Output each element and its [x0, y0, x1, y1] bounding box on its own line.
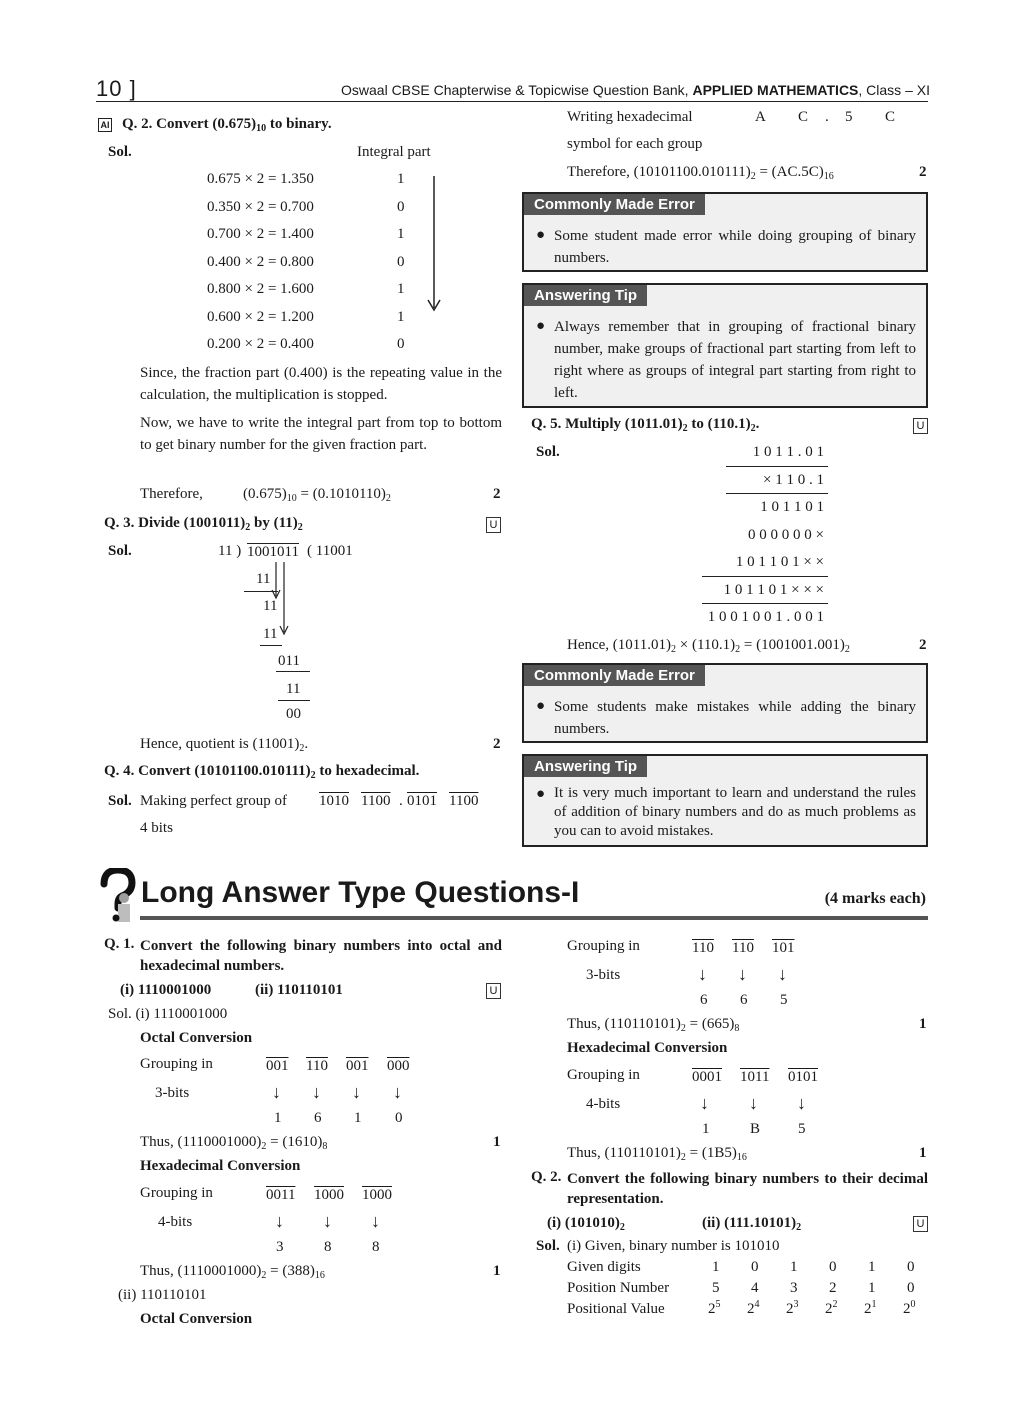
position-cell: 2 [829, 1280, 837, 1296]
oct-digit: 1 [274, 1110, 282, 1126]
box-text: Always remember that in grouping of fractional binary number, make groups of fractional part starting from left to right where as groups of integral part starting from right to left. [554, 319, 916, 401]
q3-step: 11 [263, 598, 278, 614]
digit-cell: 0 [907, 1259, 915, 1275]
q4-sol-label: Sol. [108, 793, 132, 809]
lq1-hex-head: Hexadecimal Conversion [140, 1158, 301, 1174]
lq1-sol-text: Sol. (i) 1110001000 [108, 1006, 228, 1022]
q2-bit: 0 [397, 199, 405, 215]
down-arrow-icon: ↓ [312, 1082, 321, 1102]
oct-thus-text: Thus, (1110001000) [140, 1134, 262, 1150]
q5-rule [726, 466, 828, 467]
hex-thus [140, 1263, 325, 1280]
down-arrow-icon: ↓ [275, 1211, 284, 1231]
q5-hence-sub1: 2 [671, 644, 676, 655]
power-cell [903, 1301, 916, 1318]
hex2-thus-sub: 2 [680, 1152, 686, 1163]
lq1-marks: 1 [493, 1134, 501, 1150]
q5-hence-sub3: 2 [844, 644, 850, 655]
understanding-mark-icon: U [486, 983, 501, 999]
q3-divisor: 11 ) [218, 543, 242, 559]
q3-step-rule [276, 671, 310, 672]
q3-step-rule [260, 645, 282, 646]
bits-label: 3-bits [155, 1085, 190, 1101]
q4-symbol: symbol for each group [567, 136, 703, 152]
hex2-digit: 5 [798, 1121, 806, 1137]
down-arrow-icon: ↓ [778, 964, 787, 984]
header-class: , Class – XI [858, 82, 930, 98]
power-base: 2 [786, 1301, 794, 1317]
q2-result-a-sub: 10 [286, 493, 297, 504]
q3-sol-label: Sol. [108, 543, 132, 559]
q2-bit: 1 [397, 171, 405, 187]
bullet-icon: ● [536, 227, 546, 243]
q4-hex: A [755, 109, 766, 125]
bits-label: 3-bits [586, 967, 621, 983]
q4-therefore-text: Therefore, (10101100.010111) [567, 164, 751, 180]
q5-marks: 2 [919, 637, 927, 653]
power-exp: 2 [832, 1299, 838, 1310]
q3-dividend: 1001011 [247, 544, 299, 560]
hex-group: 1000 [362, 1187, 392, 1203]
digit-cell: 0 [751, 1259, 759, 1275]
q5-line: × 1 1 0 . 1 [763, 472, 824, 488]
q5-title-end: . [755, 416, 760, 432]
power-cell [864, 1301, 877, 1318]
row-label: Positional Value [567, 1301, 665, 1317]
q5-hence-text: Hence, (1011.01) [567, 637, 671, 653]
hex2-digit: 1 [702, 1121, 710, 1137]
q2-calc: 0.700 × 2 = 1.400 [207, 226, 314, 242]
answering-tip-box [522, 754, 928, 847]
page-number: 10 ] [96, 76, 137, 101]
down-arrow-icon: ↓ [352, 1082, 361, 1102]
digit-cell: 1 [790, 1259, 798, 1275]
section-rule [140, 916, 928, 920]
hex-digit: 3 [276, 1239, 284, 1255]
q3-step: 011 [278, 653, 300, 669]
q4-group: 0101 [407, 793, 437, 809]
power-cell [747, 1301, 760, 1318]
q5-rule [702, 603, 828, 604]
power-exp: 5 [715, 1299, 721, 1310]
hex-thus-text: Thus, (1110001000) [140, 1263, 262, 1279]
q5-line: 1 0 0 1 0 0 1 . 0 0 1 [707, 609, 824, 625]
q3-marks: 2 [493, 736, 501, 752]
hex2-thus [567, 1145, 747, 1162]
q5-line: 1 0 1 1 . 0 1 [752, 444, 824, 460]
down-arrow-icon: ↓ [797, 1093, 806, 1113]
lq1-octal-head: Octal Conversion [140, 1030, 253, 1046]
box-tag: Commonly Made Error [524, 194, 705, 215]
q3-title-sub2: 2 [297, 522, 303, 533]
oct-group: 110 [306, 1058, 328, 1074]
lq2-part-ii-text: (ii) (111.10101) [702, 1215, 797, 1231]
oct-digit: 1 [354, 1110, 362, 1126]
q4-group: . [399, 793, 403, 809]
q4-making: Making perfect group of [140, 793, 288, 809]
oct-thus-sub: 2 [261, 1141, 267, 1152]
down-arrow-icon: ↓ [749, 1093, 758, 1113]
hex2-thus-text: Thus, (110110101) [567, 1145, 681, 1161]
q2-bit: 0 [397, 254, 405, 270]
q5-sol-label: Sol. [536, 444, 560, 460]
q2-title-sub: 10 [256, 123, 267, 134]
oct2-thus-sub2: 8 [734, 1023, 740, 1034]
bullet-icon: ● [536, 698, 546, 714]
oct-group: 000 [387, 1058, 410, 1074]
q2-result-a: (0.675) [243, 486, 287, 502]
power-exp: 3 [793, 1299, 799, 1310]
lq2-sol-label: Sol. [536, 1238, 560, 1254]
running-header [341, 82, 930, 98]
down-arrow-icon: ↓ [323, 1211, 332, 1231]
q2-calc: 0.600 × 2 = 1.200 [207, 309, 314, 325]
lq1-text: Convert the following binary numbers into octal and hexadecimal numbers. [140, 938, 502, 974]
q2-result-b-sub: 2 [385, 493, 391, 504]
grouping-label: Grouping in [567, 1067, 640, 1083]
q2-bit: 1 [397, 226, 405, 242]
q5-line: 1 0 1 1 0 1 [760, 499, 824, 515]
position-cell: 5 [712, 1280, 720, 1296]
box-tag: Answering Tip [524, 756, 647, 777]
down-arrow-icon: ↓ [393, 1082, 402, 1102]
q2-therefore: Therefore, [140, 486, 203, 502]
power-base: 2 [864, 1301, 872, 1317]
hex-group: 0011 [266, 1187, 296, 1203]
hex2-thus-sub2: 16 [736, 1152, 747, 1163]
commonly-made-error-box [522, 663, 928, 743]
grouping-label: Grouping in [140, 1056, 213, 1072]
lq1-part-ii: (ii) 110110101 [255, 982, 343, 998]
lq1-marks: 1 [919, 1145, 927, 1161]
q2-calc: 0.800 × 2 = 1.600 [207, 281, 314, 297]
hex2-thus-mid: = (1B5) [685, 1145, 737, 1161]
oct2-digit: 5 [780, 992, 788, 1008]
oct2-group: 110 [732, 940, 754, 956]
q5-rule [726, 493, 828, 494]
lq1-marks: 1 [493, 1263, 501, 1279]
q2-col-head: Integral part [357, 144, 431, 160]
oct2-digit: 6 [740, 992, 748, 1008]
q4-title-text: Q. 4. Convert (10101100.010111) [104, 763, 311, 779]
q5-title-sub1: 2 [682, 423, 688, 434]
section-title: Long Answer Type Questions-I [141, 876, 580, 909]
q3-hence [140, 736, 308, 753]
hex2-group: 1011 [740, 1069, 770, 1085]
q2-bit: 1 [397, 281, 405, 297]
q5-title-sub2: 2 [750, 423, 756, 434]
grouping-label: Grouping in [140, 1185, 213, 1201]
lq2-part-ii-sub: 2 [796, 1222, 802, 1233]
lq2-num: Q. 2. [531, 1169, 562, 1185]
q4-therefore-mid: = (AC.5C) [755, 164, 824, 180]
header-book-prefix: Oswaal CBSE Chapterwise & Topicwise Question Bank, [341, 82, 689, 98]
q3-step: 00 [286, 706, 301, 722]
power-cell [786, 1301, 799, 1318]
bits-label: 4-bits [586, 1096, 621, 1112]
lq1-sol [108, 1006, 227, 1023]
q2-bit: 0 [397, 336, 405, 352]
hex-digit: 8 [324, 1239, 332, 1255]
oct2-thus [567, 1016, 739, 1033]
row-label: Given digits [567, 1259, 641, 1275]
hex2-digit: B [750, 1121, 761, 1137]
q4-writing: Writing hexadecimal [567, 109, 693, 125]
bullet-icon: ● [536, 786, 546, 802]
box-tag: Commonly Made Error [524, 665, 705, 686]
q2-bit: 1 [397, 309, 405, 325]
q4-hex: 5 [845, 109, 853, 125]
hex-thus-mid: = (388) [266, 1263, 315, 1279]
ai-tag-icon: AI [98, 118, 112, 132]
down-arrow-icon: ↓ [371, 1211, 380, 1231]
answering-tip-box [522, 283, 928, 408]
q2-marks: 2 [493, 486, 501, 502]
q5-hence-mid2: = (1001001.001) [740, 637, 845, 653]
q2-title [122, 116, 332, 133]
q4-hex: C [798, 109, 809, 125]
box-tag: Answering Tip [524, 285, 647, 306]
understanding-mark-icon: U [913, 418, 928, 434]
lq2-part-i-sub: 2 [619, 1222, 625, 1233]
hex-digit: 8 [372, 1239, 380, 1255]
q2-result [243, 486, 391, 503]
position-cell: 0 [907, 1280, 915, 1296]
hex-group: 1000 [314, 1187, 344, 1203]
oct-group: 001 [266, 1058, 289, 1074]
q3-hence-text: Hence, quotient is (11001) [140, 736, 300, 752]
position-cell: 3 [790, 1280, 798, 1296]
q5-title [531, 416, 759, 433]
oct2-group: 110 [692, 940, 714, 956]
power-base: 2 [825, 1301, 833, 1317]
lq2-part-i-text: (i) (101010) [547, 1215, 620, 1231]
question-mark-figure-icon [96, 868, 138, 924]
q5-hence [567, 637, 850, 654]
down-arrow-icon: ↓ [700, 1093, 709, 1113]
lq1-marks: 1 [919, 1016, 927, 1032]
oct2-thus-text: Thus, (110110101) [567, 1016, 681, 1032]
q5-hence-sub2: 2 [735, 644, 741, 655]
q4-hex: . [825, 109, 829, 125]
q3-hence-end: . [304, 736, 309, 752]
lq1-num: Q. 1. [104, 936, 135, 952]
q4-hex: C [885, 109, 896, 125]
header-subject: APPLIED MATHEMATICS [692, 82, 859, 98]
q5-line: 1 0 1 1 0 1 × × [735, 554, 824, 570]
power-exp: 4 [754, 1299, 760, 1310]
q4-group: 1100 [361, 793, 391, 809]
position-cell: 1 [868, 1280, 876, 1296]
q4-bits: 4 bits [140, 820, 173, 836]
q3-step-rule [278, 700, 310, 701]
q4-title [104, 763, 419, 780]
q4-therefore-sub2: 16 [823, 171, 834, 182]
header-rule [96, 101, 928, 102]
power-base: 2 [903, 1301, 911, 1317]
q5-title-mid: to (110.1) [687, 416, 751, 432]
oct-thus-sub2: 8 [322, 1141, 328, 1152]
section-marks: (4 marks each) [824, 890, 926, 907]
oct-digit: 0 [395, 1110, 403, 1126]
q3-step: 11 [263, 626, 278, 642]
down-arrow-icon: ↓ [272, 1082, 281, 1102]
q3-title-text: Q. 3. Divide (1001011) [104, 515, 246, 531]
oct-thus [140, 1134, 327, 1151]
commonly-made-error-box [522, 192, 928, 272]
lq1-ii-label: (ii) 110110101 [118, 1287, 207, 1303]
q2-calc: 0.400 × 2 = 0.800 [207, 254, 314, 270]
oct2-thus-sub: 2 [680, 1023, 686, 1034]
q3-hence-sub: 2 [299, 743, 305, 754]
q3-title [104, 515, 303, 532]
position-cell: 4 [751, 1280, 759, 1296]
q2-result-b: = (0.1010110) [296, 486, 386, 502]
digit-cell: 1 [712, 1259, 720, 1275]
q2-title-end: to binary. [266, 116, 332, 132]
bring-down-arrows-icon [268, 560, 292, 640]
q5-line: 1 0 1 1 0 1 × × × [723, 582, 824, 598]
understanding-mark-icon: U [486, 517, 501, 533]
q2-para2: Now, we have to write the integral part from top to bottom to get binary number for the given fraction part. [140, 415, 502, 453]
q4-title-sub: 2 [310, 770, 316, 781]
lq2-part-i [547, 1215, 625, 1232]
q2-calc: 0.350 × 2 = 0.700 [207, 199, 314, 215]
down-arrow-icon [424, 174, 444, 314]
power-base: 2 [708, 1301, 716, 1317]
bits-label: 4-bits [158, 1214, 193, 1230]
oct2-group: 101 [772, 940, 795, 956]
hex2-group: 0101 [788, 1069, 818, 1085]
q2-title-text: Q. 2. Convert (0.675) [122, 116, 257, 132]
q2-para1: Since, the fraction part (0.400) is the repeating value in the calculation, the multiplication is stopped. [140, 365, 502, 403]
q5-hence-mid: × (110.1) [676, 637, 736, 653]
down-arrow-icon: ↓ [698, 964, 707, 984]
grouping-label: Grouping in [567, 938, 640, 954]
q3-quotient: ( 11001 [307, 543, 353, 559]
q5-title-text: Q. 5. Multiply (1011.01) [531, 416, 683, 432]
q4-therefore-sub: 2 [750, 171, 756, 182]
q3-title-mid: by (11) [250, 515, 298, 531]
lq1-part-i: (i) 1110001000 [120, 982, 212, 998]
q2-sol-label: Sol. [108, 144, 132, 160]
down-arrow-icon: ↓ [738, 964, 747, 984]
hex2-group: 0001 [692, 1069, 722, 1085]
power-base: 2 [747, 1301, 755, 1317]
q2-calc: 0.200 × 2 = 0.400 [207, 336, 314, 352]
lq1-octal-head2: Octal Conversion [140, 1311, 253, 1327]
q3-title-sub1: 2 [245, 522, 251, 533]
q3-step: 11 [256, 571, 271, 587]
power-cell [708, 1301, 721, 1318]
row-label: Position Number [567, 1280, 670, 1296]
bullet-icon: ● [536, 318, 546, 334]
oct-thus-mid: = (1610) [266, 1134, 323, 1150]
lq2-part-ii [702, 1215, 801, 1232]
q2-calc: 0.675 × 2 = 1.350 [207, 171, 314, 187]
lq1-hex-head2: Hexadecimal Conversion [567, 1040, 728, 1056]
oct-digit: 6 [314, 1110, 322, 1126]
q4-therefore [567, 164, 834, 181]
power-exp: 1 [871, 1299, 877, 1310]
q4-group: 1010 [319, 793, 349, 809]
box-text: Some student made error while doing grouping of binary numbers. [554, 228, 916, 266]
digit-cell: 1 [868, 1259, 876, 1275]
hex-thus-sub: 2 [261, 1270, 267, 1281]
lq2-text: Convert the following binary numbers to their decimal representation. [567, 1171, 928, 1207]
oct2-digit: 6 [700, 992, 708, 1008]
hex-thus-sub2: 16 [314, 1270, 325, 1281]
q4-title-end: to hexadecimal. [315, 763, 420, 779]
q4-marks: 2 [919, 164, 927, 180]
q4-group: 1100 [449, 793, 479, 809]
q3-step: 11 [286, 681, 301, 697]
box-text: Some students make mistakes while adding the binary numbers. [554, 699, 916, 737]
q5-line: 0 0 0 0 0 0 × [748, 527, 824, 543]
box-text: It is very much important to learn and understand the rules of addition of binary numbers and do as much problems as you can to avoid mistakes. [554, 785, 916, 839]
power-cell [825, 1301, 838, 1318]
understanding-mark-icon: U [913, 1216, 928, 1232]
lq2-sol-text: (i) Given, binary number is 101010 [567, 1238, 780, 1254]
oct-group: 001 [346, 1058, 369, 1074]
oct2-thus-mid: = (665) [685, 1016, 735, 1032]
power-exp: 0 [910, 1299, 916, 1310]
digit-cell: 0 [829, 1259, 837, 1275]
q5-rule [702, 576, 828, 577]
